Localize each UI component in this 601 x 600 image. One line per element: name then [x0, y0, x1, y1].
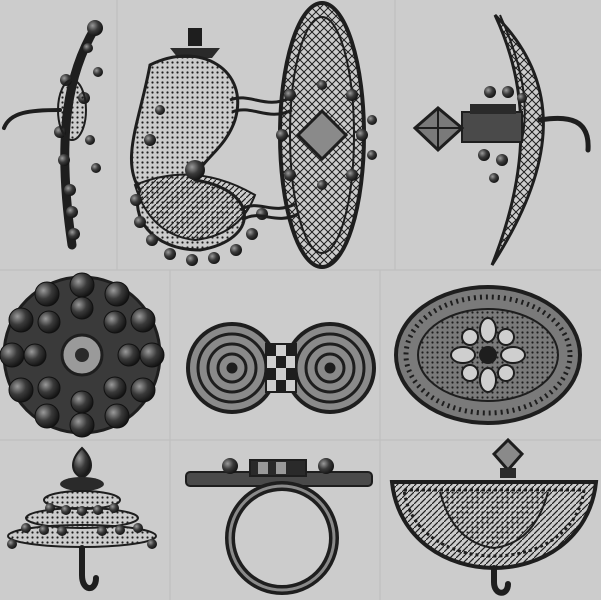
- oval-filigree-plaque: [396, 287, 580, 423]
- checkered-centre: [266, 344, 296, 392]
